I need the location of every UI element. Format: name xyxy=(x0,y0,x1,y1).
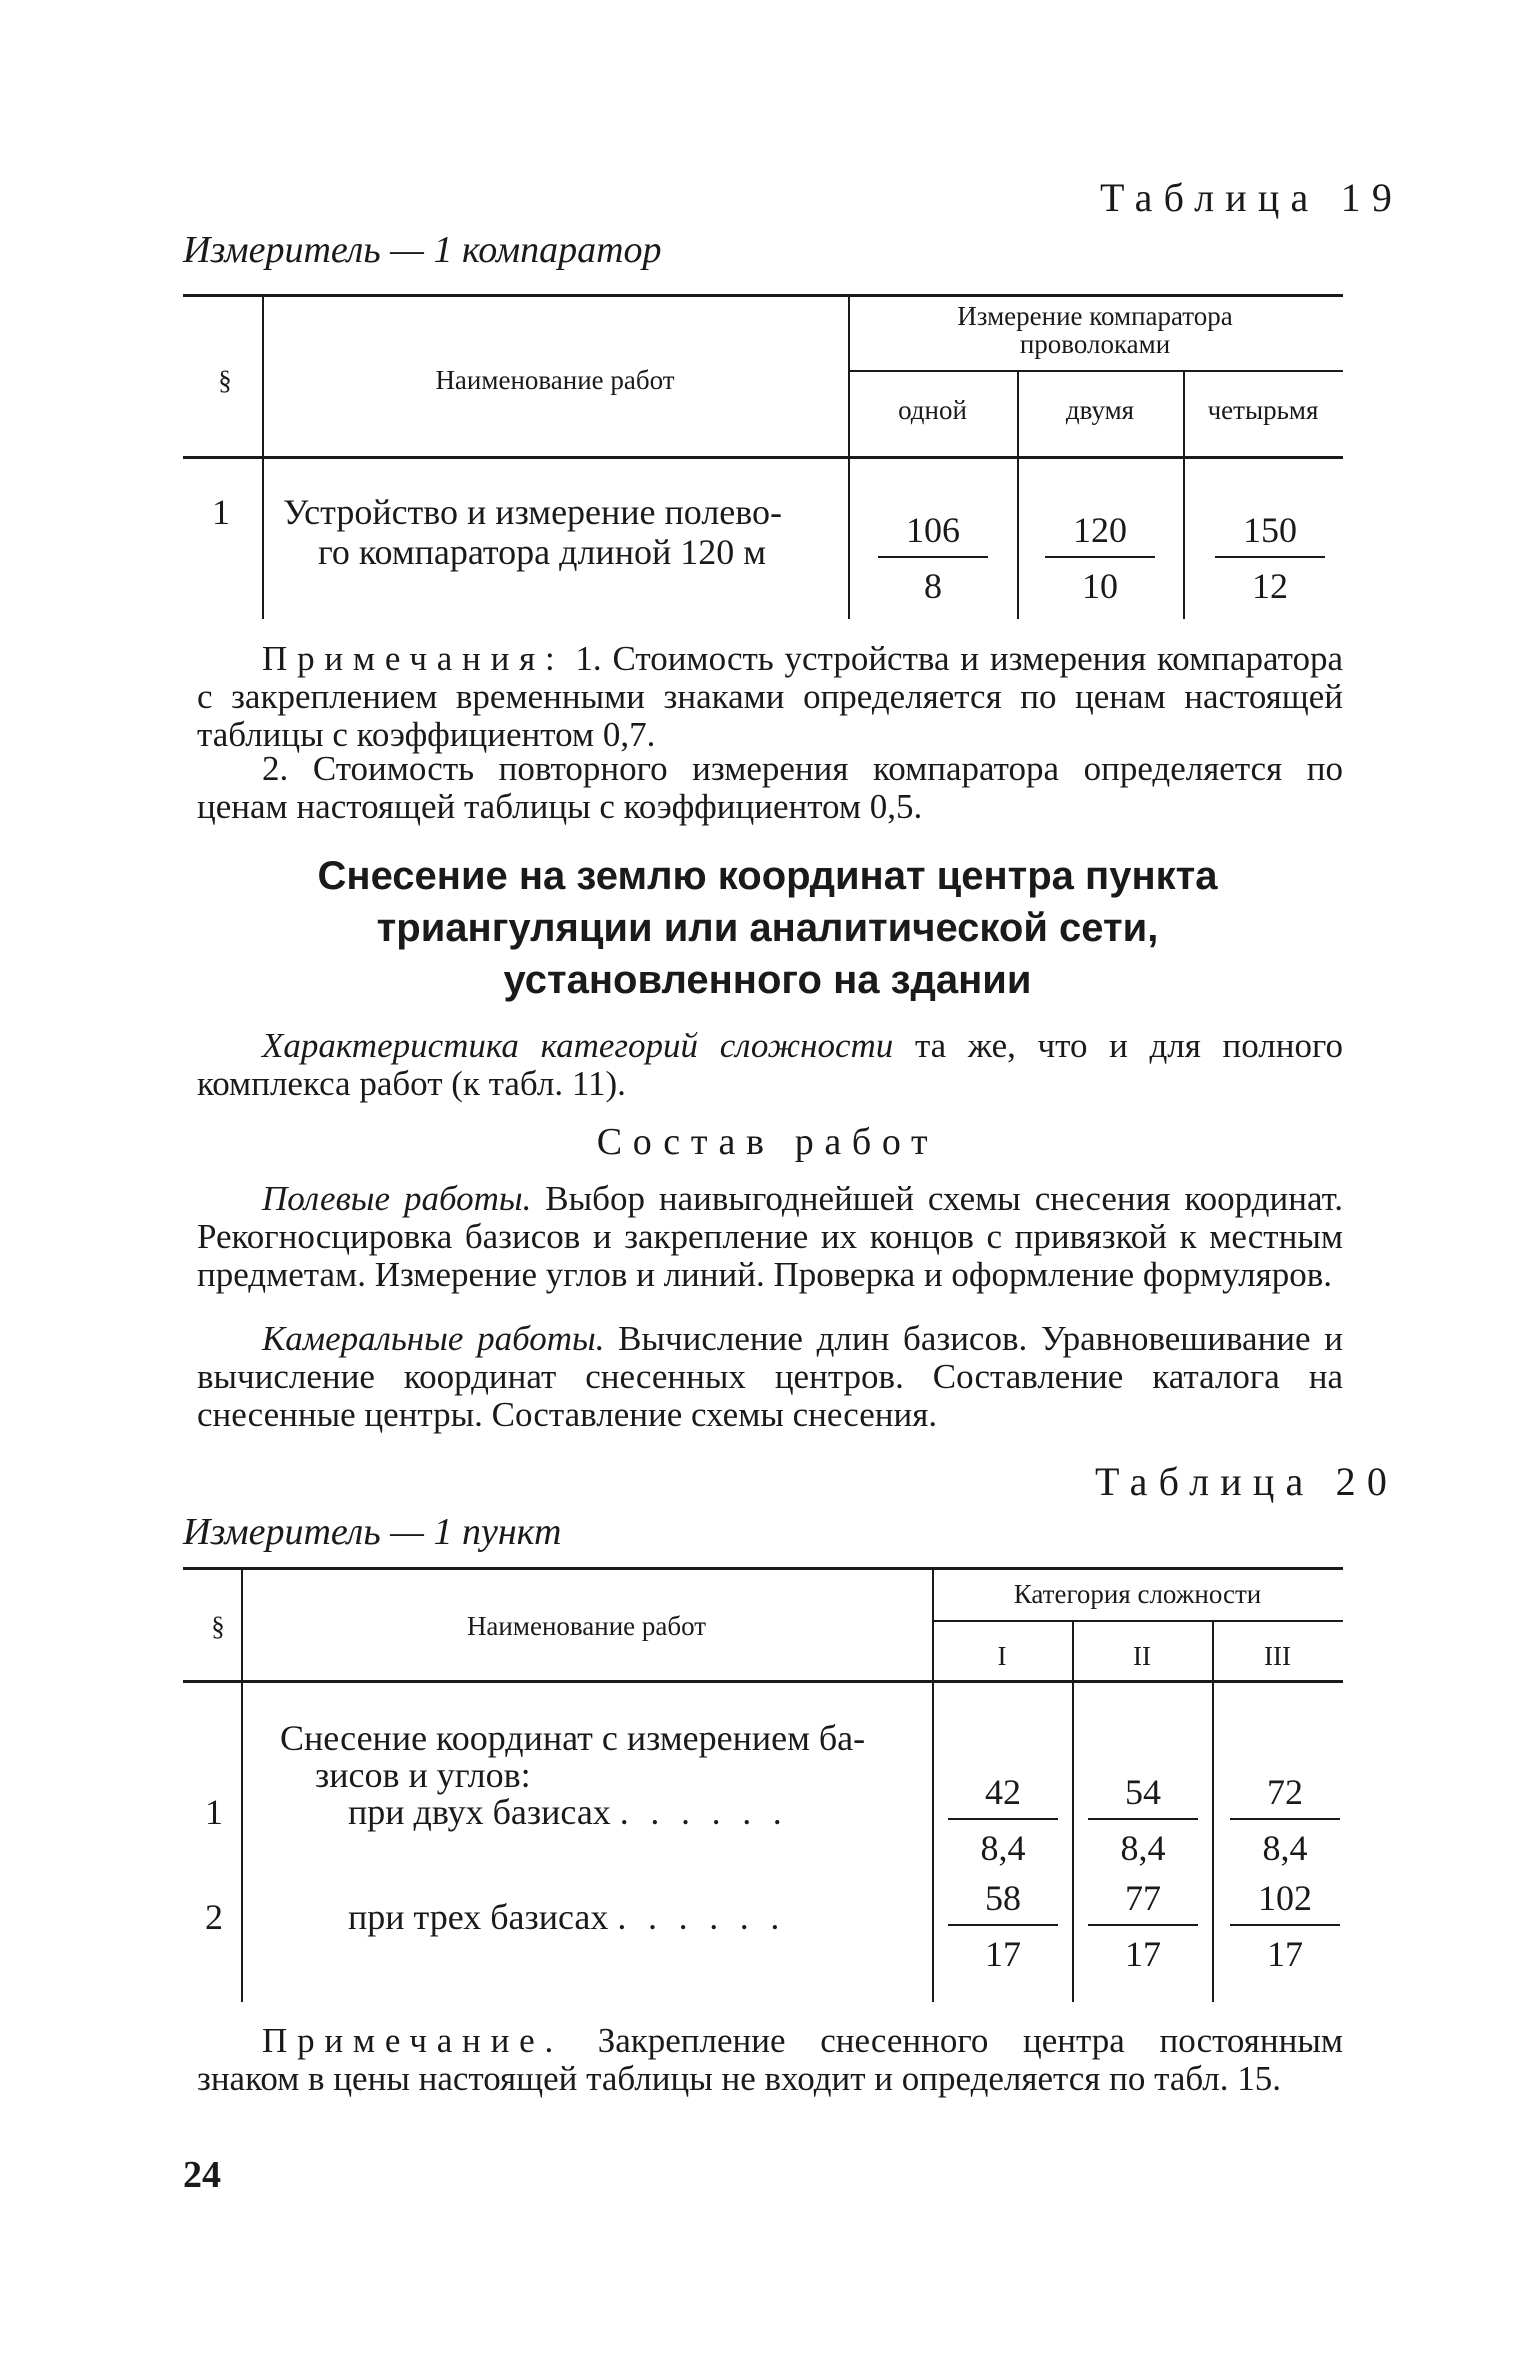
table19-row-name-1: Устройство и измерение полево- xyxy=(283,492,783,532)
section-heading-line2: триангуляции или аналитической сети, xyxy=(376,906,1159,950)
office-works: Камеральные работы. Вычисление длин базисов. Уравновешивание и вычисление координат снесенных центров. Составление каталога на снесенные центры. Составление схемы снесения. xyxy=(197,1319,1343,1434)
table19-col-name: Наименование работ xyxy=(435,365,675,395)
table20-row1-name: при двух базисах ...... xyxy=(348,1792,804,1832)
table19-subcol-2: двумя xyxy=(1065,395,1135,425)
table19-subcol-3: четырьмя xyxy=(1207,395,1319,425)
table19-value-1: $\frac{106}{8}$ xyxy=(878,510,988,606)
notes19-note2: 2. Стоимость повторного измерения компаратора определяется по ценам настоящей таблицы с коэффициентом 0,5. xyxy=(197,749,1343,826)
table20-intro-line1: Снесение координат с измерением ба- xyxy=(280,1718,866,1758)
table19-subcol-1: одной xyxy=(898,395,967,425)
table20-row1-num: 1 xyxy=(205,1792,223,1832)
table20-measure: Измеритель — 1 пункт xyxy=(183,1511,562,1553)
table20-row2-value-2: $\frac{77}{17}$ xyxy=(1088,1878,1198,1974)
table20-row1-value-2: $\frac{54}{8,4}$ xyxy=(1088,1772,1198,1868)
table20-row1-value-3: $\frac{72}{8,4}$ xyxy=(1230,1772,1340,1868)
table19-col-group: Измерение компаратора проволоками xyxy=(957,301,1233,359)
table20-subcol-1: I xyxy=(997,1641,1007,1671)
notes19-note1: Примечания: 1. Стоимость устройства и измерения компаратора с закреплением временными знаками определяется по ценам настоящей таблицы с коэффициентом 0,7. xyxy=(197,639,1344,754)
table20-intro-line2: зисов и углов: xyxy=(315,1755,531,1795)
table20-col-name: Наименование работ xyxy=(466,1611,707,1641)
table19-value-2: $\frac{120}{10}$ xyxy=(1045,510,1155,606)
page-number: 24 xyxy=(183,2154,221,2196)
table20-row2-value-1: $\frac{58}{17}$ xyxy=(948,1878,1058,1974)
table20-row1-value-1: $\frac{42}{8,4}$ xyxy=(948,1772,1058,1868)
section-characteristics: Характеристика категорий сложности та же, что и для полного комплекса работ (к табл. 11). xyxy=(197,1026,1343,1103)
table20-row2-value-3: $\frac{102}{17}$ xyxy=(1230,1878,1340,1974)
section-heading-line3: установленного на здании xyxy=(503,958,1032,1002)
table20-col-num: § xyxy=(211,1611,225,1641)
table19-value-3: $\frac{150}{12}$ xyxy=(1215,510,1325,606)
table20-row2-name: при трех базисах ...... xyxy=(348,1897,801,1937)
note20: Примечание. Закрепление снесенного центра постоянным знаком в цены настоящей таблицы не входит и определяется по табл. 15. xyxy=(197,2021,1343,2098)
table20-caption: Таблица 20 xyxy=(1095,1459,1399,1504)
table19-row-name-2: го компаратора длиной 120 м xyxy=(318,532,767,572)
composition-title: Состав работ xyxy=(596,1121,939,1163)
table19-caption: Таблица 19 xyxy=(1100,175,1404,220)
table20-row2-num: 2 xyxy=(205,1897,223,1937)
table19-measure: Измеритель — 1 компаратор xyxy=(183,229,662,271)
table19-col-num: § xyxy=(218,365,232,395)
table19-row-num: 1 xyxy=(212,492,230,532)
field-works: Полевые работы. Выбор наивыгоднейшей схемы снесения координат. Рекогносцировка базисов и закрепление их концов с привязкой к местным предметам. Измерение углов и линий. Проверка и оформление формуляров. xyxy=(197,1179,1343,1294)
table20-col-group: Категория сложности xyxy=(1013,1579,1262,1609)
table20-subcol-2: II xyxy=(1133,1641,1151,1671)
table20-subcol-3: III xyxy=(1264,1641,1291,1671)
section-heading-line1: Снесение на землю координат центра пункта xyxy=(317,854,1218,898)
